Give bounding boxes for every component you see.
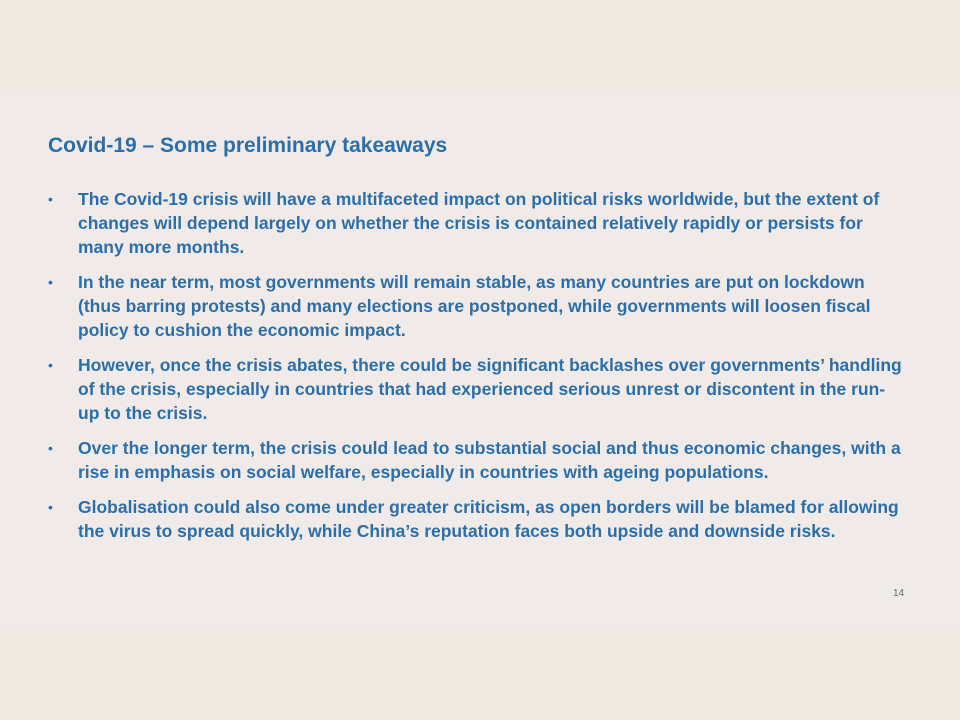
page-number: 14 [893, 588, 905, 599]
bullet-text: However, once the crisis abates, there could be significant backlashes over governments’ handling of the crisis, especially in countries that had experienced serious unrest or discontent in the run-up to the crisis. [78, 355, 902, 423]
bullet-text: In the near term, most governments will remain stable, as many countries are put on lockdown (thus barring protests) and many elections are postponed, while governments will loosen fiscal policy to cushion the economic impact. [78, 272, 871, 340]
takeaways-list [48, 187, 904, 554]
slide-title: Covid-19 – Some preliminary takeaways [48, 134, 448, 157]
list-item [48, 436, 904, 484]
bullet-icon: • [48, 499, 53, 515]
bullet-icon: • [48, 274, 53, 290]
list-item [48, 270, 904, 342]
bullet-icon: • [48, 191, 53, 207]
bullet-text: Globalisation could also come under greater criticism, as open borders will be blamed for allowing the virus to spread quickly, while China’s reputation faces both upside and downside risks. [78, 497, 899, 541]
list-item [48, 495, 904, 543]
list-item [48, 187, 904, 259]
bullet-text: Over the longer term, the crisis could lead to substantial social and thus economic changes, with a rise in emphasis on social welfare, especially in countries with ageing populations. [78, 438, 901, 482]
bullet-text: The Covid-19 crisis will have a multifaceted impact on political risks worldwide, but the extent of changes will depend largely on whether the crisis is contained relatively rapidly or persists for many more months. [78, 189, 880, 257]
list-item [48, 353, 904, 425]
slide-panel [0, 90, 960, 630]
bullet-icon: • [48, 440, 53, 456]
bullet-icon: • [48, 357, 53, 373]
